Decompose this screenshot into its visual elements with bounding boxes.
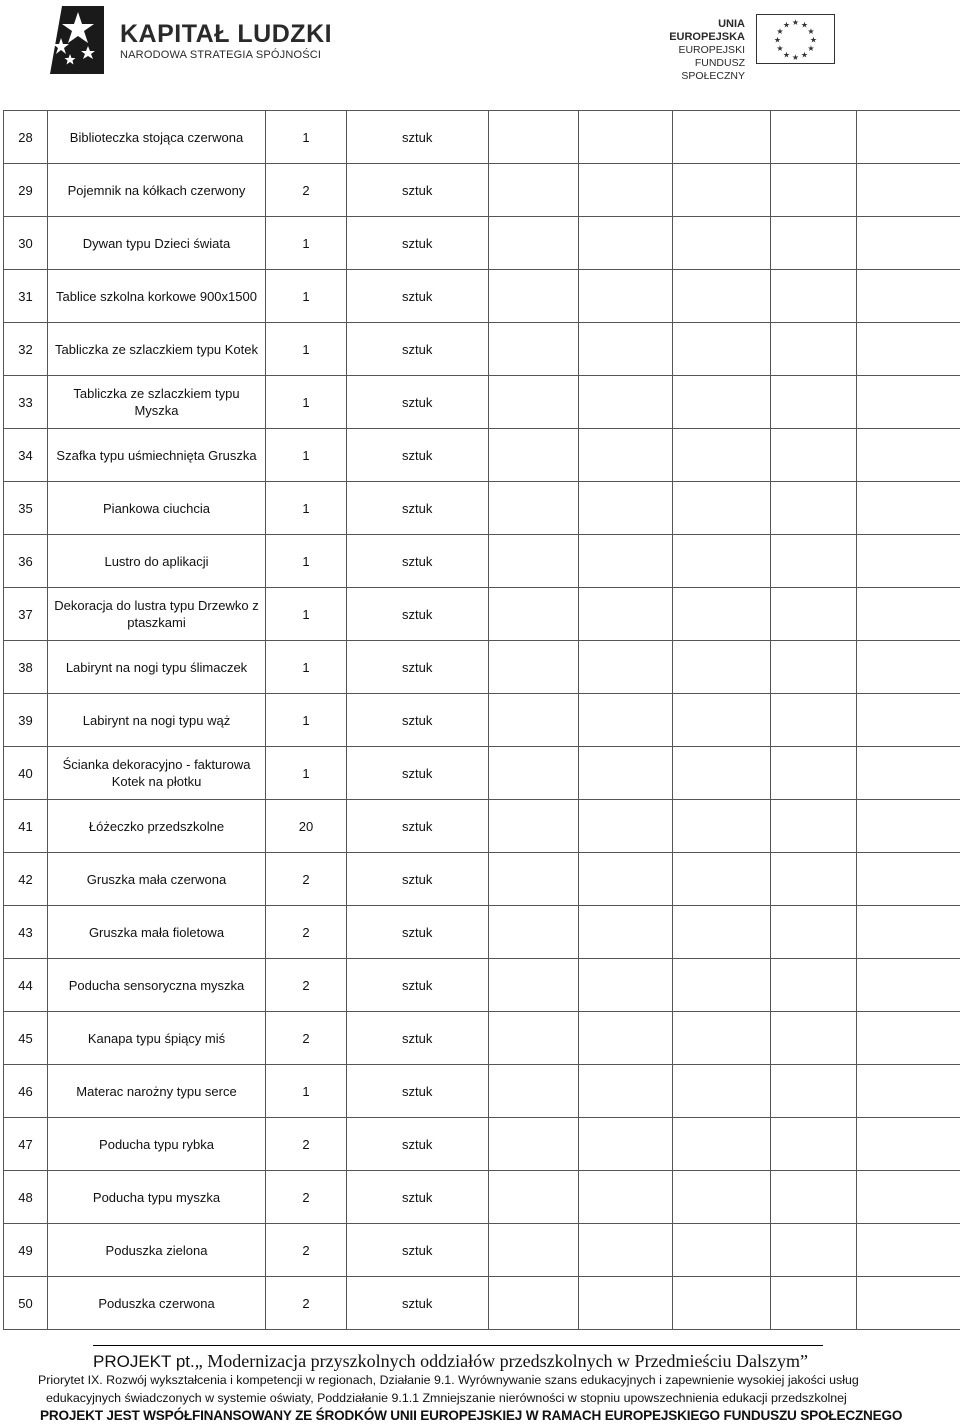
empty-cell — [771, 164, 857, 217]
empty-cell — [489, 217, 579, 270]
empty-cell — [673, 1012, 771, 1065]
item-quantity: 1 — [266, 535, 347, 588]
item-unit: sztuk — [347, 800, 489, 853]
empty-cell — [857, 1118, 960, 1171]
empty-cell — [857, 111, 960, 164]
empty-cell — [673, 641, 771, 694]
item-name: Materac narożny typu serce — [48, 1065, 266, 1118]
empty-cell — [579, 217, 673, 270]
table-row — [4, 588, 960, 641]
item-number: 30 — [4, 217, 48, 270]
item-unit: sztuk — [347, 1012, 489, 1065]
empty-cell — [857, 429, 960, 482]
empty-cell — [579, 429, 673, 482]
empty-cell — [489, 1118, 579, 1171]
svg-text:★: ★ — [800, 50, 809, 60]
item-number: 31 — [4, 270, 48, 323]
empty-cell — [579, 853, 673, 906]
table-row — [4, 376, 960, 429]
empty-cell — [857, 694, 960, 747]
item-number: 28 — [4, 111, 48, 164]
item-unit: sztuk — [347, 482, 489, 535]
item-quantity: 1 — [266, 694, 347, 747]
table-row — [4, 217, 960, 270]
empty-cell — [579, 800, 673, 853]
empty-cell — [673, 1277, 771, 1330]
item-unit: sztuk — [347, 694, 489, 747]
item-name: Poduszka czerwona — [48, 1277, 266, 1330]
table-row — [4, 906, 960, 959]
svg-text:★: ★ — [791, 18, 800, 27]
item-unit: sztuk — [347, 959, 489, 1012]
svg-text:★: ★ — [782, 50, 791, 60]
item-unit: sztuk — [347, 906, 489, 959]
empty-cell — [857, 641, 960, 694]
table-row — [4, 323, 960, 376]
item-unit: sztuk — [347, 429, 489, 482]
table-row — [4, 853, 960, 906]
item-quantity: 1 — [266, 1065, 347, 1118]
item-quantity: 2 — [266, 1012, 347, 1065]
empty-cell — [857, 588, 960, 641]
item-number: 39 — [4, 694, 48, 747]
empty-cell — [771, 747, 857, 800]
item-number: 45 — [4, 1012, 48, 1065]
empty-cell — [673, 270, 771, 323]
empty-cell — [857, 164, 960, 217]
empty-cell — [489, 535, 579, 588]
empty-cell — [489, 323, 579, 376]
empty-cell — [673, 1118, 771, 1171]
item-name: Gruszka mała fioletowa — [48, 906, 266, 959]
item-name: Dekoracja do lustra typu Drzewko z ptaszkami — [48, 588, 266, 641]
footer-project-title — [93, 1351, 873, 1372]
empty-cell — [579, 164, 673, 217]
table-row — [4, 959, 960, 1012]
empty-cell — [489, 853, 579, 906]
empty-cell — [771, 694, 857, 747]
item-name: Poducha typu myszka — [48, 1171, 266, 1224]
item-quantity: 20 — [266, 800, 347, 853]
empty-cell — [857, 1171, 960, 1224]
svg-text:★: ★ — [776, 27, 784, 36]
item-number: 46 — [4, 1065, 48, 1118]
item-name: Tabliczka ze szlaczkiem typu Kotek — [48, 323, 266, 376]
svg-text:★: ★ — [800, 20, 809, 30]
empty-cell — [489, 1012, 579, 1065]
empty-cell — [579, 535, 673, 588]
footer-project-name: „ Modernizacja przyszkolnych oddziałów przedszkolnych w Przedmieściu Dalszym” — [194, 1351, 809, 1371]
svg-text:★: ★ — [773, 35, 782, 45]
item-name: Piankowa ciuchcia — [48, 482, 266, 535]
item-number: 49 — [4, 1224, 48, 1277]
item-quantity: 2 — [266, 1171, 347, 1224]
footer-line-priority: Priorytet IX. Rozwój wykształcenia i kompetencji w regionach, Działanie 9.1. Wyrównywanie szans edukacyjnych i zapewnienie wysokiej jakości usług — [38, 1373, 859, 1387]
item-quantity: 1 — [266, 588, 347, 641]
item-number: 43 — [4, 906, 48, 959]
item-name: Labirynt na nogi typu ślimaczek — [48, 641, 266, 694]
item-number: 36 — [4, 535, 48, 588]
item-number: 40 — [4, 747, 48, 800]
empty-cell — [489, 694, 579, 747]
table-row — [4, 535, 960, 588]
item-name: Labirynt na nogi typu wąż — [48, 694, 266, 747]
item-quantity: 2 — [266, 959, 347, 1012]
empty-cell — [857, 376, 960, 429]
empty-cell — [579, 588, 673, 641]
item-unit: sztuk — [347, 1224, 489, 1277]
eu-logo-line3: FUNDUSZ SPOŁECZNY — [681, 57, 745, 82]
item-name: Gruszka mała czerwona — [48, 853, 266, 906]
svg-text:★: ★ — [782, 20, 791, 30]
empty-cell — [489, 959, 579, 1012]
empty-cell — [673, 535, 771, 588]
empty-cell — [771, 482, 857, 535]
items-table-body — [4, 111, 960, 1330]
footer-line-subaction: edukacyjnych świadczonych w systemie oświaty, Poddziałanie 9.1.1 Zmniejszanie nierówności w stopniu upowszechnienia edukacji przedszkolnej — [46, 1391, 847, 1405]
empty-cell — [489, 111, 579, 164]
item-unit: sztuk — [347, 747, 489, 800]
empty-cell — [579, 959, 673, 1012]
empty-cell — [771, 1065, 857, 1118]
item-name: Tabliczka ze szlaczkiem typu Myszka — [48, 376, 266, 429]
item-quantity: 1 — [266, 376, 347, 429]
empty-cell — [771, 111, 857, 164]
empty-cell — [673, 1065, 771, 1118]
item-quantity: 1 — [266, 270, 347, 323]
item-name: Poducha sensoryczna myszka — [48, 959, 266, 1012]
empty-cell — [489, 376, 579, 429]
item-quantity: 1 — [266, 482, 347, 535]
item-quantity: 1 — [266, 111, 347, 164]
item-quantity: 2 — [266, 164, 347, 217]
empty-cell — [579, 270, 673, 323]
empty-cell — [673, 906, 771, 959]
item-number: 41 — [4, 800, 48, 853]
empty-cell — [579, 1224, 673, 1277]
empty-cell — [857, 853, 960, 906]
item-quantity: 1 — [266, 217, 347, 270]
empty-cell — [489, 800, 579, 853]
empty-cell — [771, 959, 857, 1012]
empty-cell — [489, 429, 579, 482]
empty-cell — [579, 1012, 673, 1065]
empty-cell — [857, 323, 960, 376]
empty-cell — [771, 906, 857, 959]
item-unit: sztuk — [347, 111, 489, 164]
empty-cell — [857, 747, 960, 800]
item-number: 35 — [4, 482, 48, 535]
item-name: Łóżeczko przedszkolne — [48, 800, 266, 853]
svg-text:★: ★ — [809, 35, 818, 45]
item-name: Tablice szkolna korkowe 900x1500 — [48, 270, 266, 323]
table-row — [4, 270, 960, 323]
item-unit: sztuk — [347, 588, 489, 641]
footer-project-prefix: PROJEKT pt. — [93, 1352, 195, 1371]
empty-cell — [857, 217, 960, 270]
empty-cell — [673, 1224, 771, 1277]
eu-logo-text — [641, 18, 745, 83]
empty-cell — [771, 588, 857, 641]
empty-cell — [673, 164, 771, 217]
empty-cell — [489, 1065, 579, 1118]
table-row — [4, 482, 960, 535]
page-header — [0, 0, 960, 80]
item-unit: sztuk — [347, 1171, 489, 1224]
empty-cell — [579, 694, 673, 747]
empty-cell — [489, 641, 579, 694]
item-number: 33 — [4, 376, 48, 429]
table-row — [4, 429, 960, 482]
empty-cell — [673, 111, 771, 164]
item-name: Pojemnik na kółkach czerwony — [48, 164, 266, 217]
empty-cell — [579, 376, 673, 429]
empty-cell — [489, 1224, 579, 1277]
eu-logo-line1: UNIA EUROPEJSKA — [669, 18, 745, 43]
empty-cell — [489, 482, 579, 535]
table-row — [4, 1171, 960, 1224]
table-row — [4, 1012, 960, 1065]
item-unit: sztuk — [347, 1277, 489, 1330]
empty-cell — [771, 1012, 857, 1065]
item-name: Szafka typu uśmiechnięta Gruszka — [48, 429, 266, 482]
item-number: 44 — [4, 959, 48, 1012]
empty-cell — [771, 1224, 857, 1277]
empty-cell — [857, 1065, 960, 1118]
table-row — [4, 164, 960, 217]
table-row — [4, 641, 960, 694]
empty-cell — [771, 376, 857, 429]
eu-logo-line2: EUROPEJSKI — [678, 44, 745, 56]
item-name: Poduszka zielona — [48, 1224, 266, 1277]
empty-cell — [771, 429, 857, 482]
item-quantity: 1 — [266, 641, 347, 694]
empty-cell — [673, 694, 771, 747]
item-quantity: 2 — [266, 1224, 347, 1277]
empty-cell — [489, 164, 579, 217]
item-name: Kanapa typu śpiący miś — [48, 1012, 266, 1065]
item-number: 47 — [4, 1118, 48, 1171]
empty-cell — [673, 800, 771, 853]
empty-cell — [857, 906, 960, 959]
empty-cell — [579, 482, 673, 535]
empty-cell — [857, 959, 960, 1012]
table-row — [4, 1065, 960, 1118]
empty-cell — [579, 1277, 673, 1330]
empty-cell — [857, 482, 960, 535]
table-row — [4, 1118, 960, 1171]
svg-text:★: ★ — [776, 44, 784, 53]
empty-cell — [771, 217, 857, 270]
empty-cell — [579, 641, 673, 694]
table-row — [4, 1277, 960, 1330]
empty-cell — [673, 429, 771, 482]
empty-cell — [771, 1277, 857, 1330]
item-number: 42 — [4, 853, 48, 906]
empty-cell — [579, 906, 673, 959]
empty-cell — [857, 1012, 960, 1065]
eu-flag-icon — [756, 14, 835, 64]
item-quantity: 2 — [266, 906, 347, 959]
empty-cell — [857, 1224, 960, 1277]
item-name: Poducha typu rybka — [48, 1118, 266, 1171]
item-name: Dywan typu Dzieci świata — [48, 217, 266, 270]
empty-cell — [489, 1171, 579, 1224]
item-quantity: 1 — [266, 747, 347, 800]
empty-cell — [489, 747, 579, 800]
svg-text:★: ★ — [807, 27, 815, 36]
item-number: 34 — [4, 429, 48, 482]
empty-cell — [771, 800, 857, 853]
table-row — [4, 694, 960, 747]
item-number: 48 — [4, 1171, 48, 1224]
kapital-ludzki-subtitle: NARODOWA STRATEGIA SPÓJNOŚCI — [120, 49, 322, 61]
empty-cell — [579, 111, 673, 164]
item-name: Biblioteczka stojąca czerwona — [48, 111, 266, 164]
item-number: 32 — [4, 323, 48, 376]
item-unit: sztuk — [347, 217, 489, 270]
item-quantity: 2 — [266, 1118, 347, 1171]
item-quantity: 2 — [266, 1277, 347, 1330]
item-number: 38 — [4, 641, 48, 694]
empty-cell — [673, 376, 771, 429]
svg-text:★: ★ — [791, 53, 800, 62]
footer-cofinancing-note: PROJEKT JEST WSPÓŁFINANSOWANY ZE ŚRODKÓW UNII EUROPEJSKIEJ W RAMACH EUROPEJSKIEGO FUNDUSZU SPOŁECZNEGO — [40, 1408, 903, 1423]
item-quantity: 1 — [266, 323, 347, 376]
empty-cell — [673, 482, 771, 535]
item-number: 50 — [4, 1277, 48, 1330]
empty-cell — [579, 1065, 673, 1118]
empty-cell — [489, 270, 579, 323]
table-row — [4, 111, 960, 164]
empty-cell — [673, 959, 771, 1012]
item-unit: sztuk — [347, 535, 489, 588]
empty-cell — [489, 588, 579, 641]
empty-cell — [771, 641, 857, 694]
empty-cell — [771, 323, 857, 376]
empty-cell — [857, 270, 960, 323]
item-unit: sztuk — [347, 641, 489, 694]
footer-divider — [93, 1345, 823, 1346]
item-unit: sztuk — [347, 1118, 489, 1171]
item-unit: sztuk — [347, 164, 489, 217]
item-quantity: 1 — [266, 429, 347, 482]
empty-cell — [579, 747, 673, 800]
empty-cell — [771, 535, 857, 588]
empty-cell — [857, 535, 960, 588]
empty-cell — [857, 800, 960, 853]
table-row — [4, 1224, 960, 1277]
empty-cell — [673, 853, 771, 906]
empty-cell — [771, 853, 857, 906]
empty-cell — [771, 270, 857, 323]
empty-cell — [489, 906, 579, 959]
kapital-ludzki-logo-icon — [48, 2, 104, 74]
item-quantity: 2 — [266, 853, 347, 906]
empty-cell — [857, 1277, 960, 1330]
empty-cell — [579, 323, 673, 376]
empty-cell — [673, 1171, 771, 1224]
table-row — [4, 800, 960, 853]
kapital-ludzki-title: KAPITAŁ LUDZKI — [120, 20, 333, 48]
svg-text:★: ★ — [807, 44, 815, 53]
item-unit: sztuk — [347, 323, 489, 376]
empty-cell — [673, 747, 771, 800]
item-unit: sztuk — [347, 376, 489, 429]
table-row — [4, 747, 960, 800]
item-unit: sztuk — [347, 853, 489, 906]
item-number: 29 — [4, 164, 48, 217]
empty-cell — [771, 1118, 857, 1171]
empty-cell — [771, 1171, 857, 1224]
empty-cell — [673, 217, 771, 270]
items-table — [3, 110, 960, 1330]
item-name: Lustro do aplikacji — [48, 535, 266, 588]
item-name: Ścianka dekoracyjno - fakturowa Kotek na płotku — [48, 747, 266, 800]
item-unit: sztuk — [347, 1065, 489, 1118]
item-unit: sztuk — [347, 270, 489, 323]
empty-cell — [673, 323, 771, 376]
empty-cell — [579, 1118, 673, 1171]
empty-cell — [673, 588, 771, 641]
empty-cell — [489, 1277, 579, 1330]
empty-cell — [579, 1171, 673, 1224]
item-number: 37 — [4, 588, 48, 641]
